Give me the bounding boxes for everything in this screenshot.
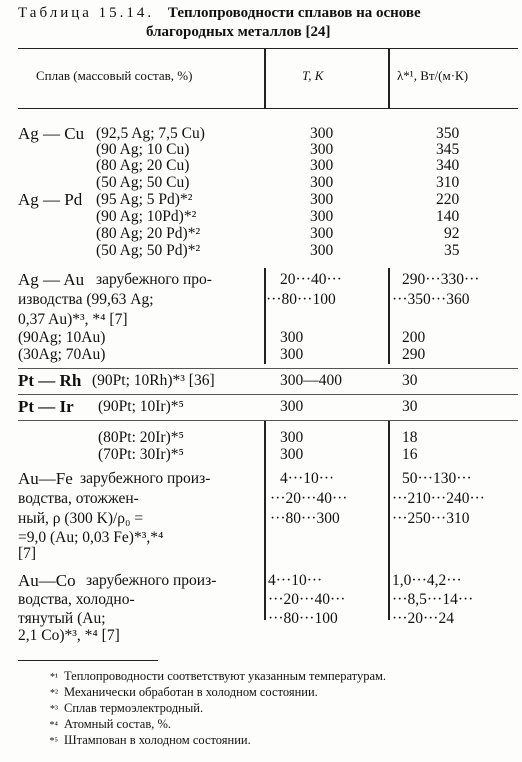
- temperature-value: 300: [310, 208, 334, 225]
- alloy-composition: ный, ρ (300 K)/ρ₀ =: [18, 510, 144, 527]
- alloy-composition: [7]: [18, 545, 37, 562]
- alloy-composition: (90 Ag; 10 Cu): [96, 141, 190, 158]
- conductivity-value: 340: [436, 157, 460, 174]
- footnote-mark: *⁴: [49, 720, 58, 731]
- footnote-text: Штампован в холодном состоянии.: [64, 733, 251, 747]
- conductivity-value: 30: [402, 372, 418, 389]
- conductivity-value: 220: [436, 191, 460, 208]
- temperature-value: ···20···40···: [270, 490, 348, 507]
- alloy-base: Au—Co: [18, 571, 76, 590]
- footnote-mark: *²: [50, 688, 58, 699]
- temperature-value: ···80···100: [266, 291, 336, 308]
- alloy-composition: 2,1 Co)*³, *⁴ [7]: [18, 627, 120, 644]
- temperature-value: 300: [310, 242, 334, 259]
- alloy-composition: тянутый (Au;: [18, 610, 106, 627]
- temperature-value: 300: [280, 398, 304, 415]
- footnote-rule: [18, 660, 158, 661]
- header-conductivity: λ*¹, Вт/(м·К): [397, 68, 469, 83]
- alloy-composition: =9,0 (Au; 0,03 Fe)*³,*⁴: [18, 529, 164, 546]
- conductivity-value: 30: [402, 398, 418, 415]
- alloy-composition: (80 Ag; 20 Cu): [96, 157, 190, 174]
- alloy-composition: (80Pt: 20Ir)*⁵: [98, 429, 184, 446]
- conductivity-value: 200: [402, 329, 426, 346]
- alloy-composition: (50 Ag; 50 Cu): [96, 174, 190, 191]
- conductivity-value: ···8,5···14···: [392, 591, 474, 608]
- header-bottom-rule: [18, 108, 518, 109]
- temperature-value: 300: [310, 191, 334, 208]
- table-row: [18, 592, 518, 610]
- table-title: [18, 4, 518, 40]
- alloy-composition: (70Pt: 30Ir)*⁵: [98, 446, 184, 463]
- footnote-mark: *³: [50, 704, 58, 715]
- temperature-value: 300: [280, 346, 304, 363]
- table-row: [18, 292, 518, 310]
- alloy-base: Ag — Cu: [18, 124, 85, 143]
- table-row: [18, 447, 518, 465]
- footnote: [18, 732, 251, 750]
- temperature-value: 300: [310, 141, 334, 158]
- alloy-composition: зарубежного произ-: [80, 470, 211, 487]
- row-rule-ptir-top: [18, 394, 518, 395]
- table-title-line2: благородных металлов [24]: [146, 24, 331, 40]
- table-row: [18, 272, 518, 290]
- table-row: [18, 471, 518, 489]
- temperature-value: ···20···40···: [268, 591, 346, 608]
- conductivity-value: 290···330···: [402, 271, 480, 288]
- table-row: [18, 243, 518, 261]
- table-row: [18, 430, 518, 448]
- temperature-value: ···80···300: [270, 510, 340, 527]
- conductivity-value: 310: [436, 174, 460, 191]
- temperature-value: 300: [280, 446, 304, 463]
- footnote-mark: *⁵: [49, 736, 58, 747]
- alloy-composition: водства, холодно-: [18, 591, 135, 608]
- table-number: Таблица 15.14.: [18, 5, 155, 21]
- footnote-text: Сплав термоэлектродный.: [64, 701, 204, 715]
- alloy-composition: (50 Ag; 50 Pd)*²: [96, 242, 201, 259]
- table-row: [18, 573, 518, 591]
- table-row: [18, 226, 518, 244]
- conductivity-value: 92: [444, 225, 460, 242]
- alloy-composition: изводства (99,63 Ag;: [18, 291, 154, 308]
- alloy-composition: (90Pt; 10Ir)*⁵: [98, 398, 184, 415]
- conductivity-value: ···350···360: [392, 291, 470, 308]
- conductivity-value: 1,0···4,2···: [392, 572, 462, 589]
- temperature-value: 4···10···: [268, 572, 323, 589]
- column-divider-1: [264, 49, 266, 108]
- conductivity-value: 350: [436, 125, 460, 142]
- alloy-composition: (92,5 Ag; 7,5 Cu): [96, 125, 205, 142]
- alloy-composition: (95 Ag; 5 Pd)*²: [96, 191, 193, 208]
- table-row: [18, 491, 518, 509]
- alloy-base: Pt — Ir: [18, 397, 74, 416]
- header-temperature: T, K: [302, 68, 324, 83]
- alloy-composition: (90Pt; 10Rh)*³ [36]: [92, 372, 215, 389]
- temperature-value: 300: [280, 429, 304, 446]
- conductivity-value: 345: [436, 141, 460, 158]
- temperature-value: 300: [310, 225, 334, 242]
- table-row: [18, 373, 518, 391]
- table-row: [18, 312, 518, 330]
- temperature-value: 300: [310, 157, 334, 174]
- table-row: [18, 347, 518, 365]
- conductivity-value: 18: [402, 429, 418, 446]
- footnote-text: Механически обработан в холодном состоянии.: [64, 685, 318, 699]
- alloy-composition: (90 Ag; 10Pd)*²: [96, 208, 197, 225]
- row-rule-ptir-bottom: [18, 420, 518, 421]
- temperature-value: ···80···100: [268, 610, 338, 627]
- alloy-composition: зарубежного произ-: [86, 572, 217, 589]
- header-alloy: Сплав (массовый состав, %): [36, 68, 193, 83]
- alloy-composition: (80 Ag; 20 Pd)*²: [96, 225, 201, 242]
- conductivity-value: ···250···310: [392, 510, 470, 527]
- table-title-line1: Теплопроводности сплавов на основе: [167, 5, 421, 21]
- footnote-mark: *¹: [50, 672, 58, 683]
- alloy-base: Ag — Pd: [18, 190, 83, 209]
- alloy-composition: (90Ag; 10Au): [18, 329, 106, 346]
- temperature-value: 20···40···: [280, 271, 342, 288]
- conductivity-value: ···210···240···: [392, 490, 485, 507]
- conductivity-value: 140: [436, 208, 460, 225]
- alloy-composition: 0,37 Au)*³, *⁴ [7]: [18, 311, 128, 328]
- temperature-value: 300—400: [280, 372, 342, 389]
- column-divider-2: [388, 49, 390, 108]
- conductivity-value: ···20···24: [392, 610, 454, 627]
- footnote-text: Атомный состав, %.: [64, 717, 172, 731]
- temperature-value: 300: [280, 329, 304, 346]
- conductivity-value: 35: [444, 242, 460, 259]
- alloy-base: Pt — Rh: [18, 371, 82, 390]
- table-row: [18, 209, 518, 227]
- alloy-base: Ag — Au: [18, 270, 85, 289]
- footnote-text: Теплопроводности соответствуют указанным температурам.: [64, 669, 387, 683]
- table-row: [18, 399, 518, 417]
- temperature-value: 300: [310, 174, 334, 191]
- alloy-base: Au—Fe: [18, 469, 73, 488]
- table-row: [18, 628, 518, 646]
- temperature-value: 4···10···: [280, 470, 335, 487]
- alloy-composition: (30Ag; 70Au): [18, 346, 106, 363]
- temperature-value: 300: [310, 125, 334, 142]
- conductivity-value: 16: [402, 446, 418, 463]
- header-top-rule: [18, 48, 518, 49]
- alloy-composition: водства, отожжен-: [18, 490, 139, 507]
- row-rule-ptrh-top: [18, 368, 518, 369]
- table-row: [18, 511, 518, 529]
- alloy-composition: зарубежного про-: [96, 271, 212, 288]
- conductivity-value: 290: [402, 346, 426, 363]
- conductivity-value: 50···130···: [402, 470, 472, 487]
- table-row: [18, 546, 518, 564]
